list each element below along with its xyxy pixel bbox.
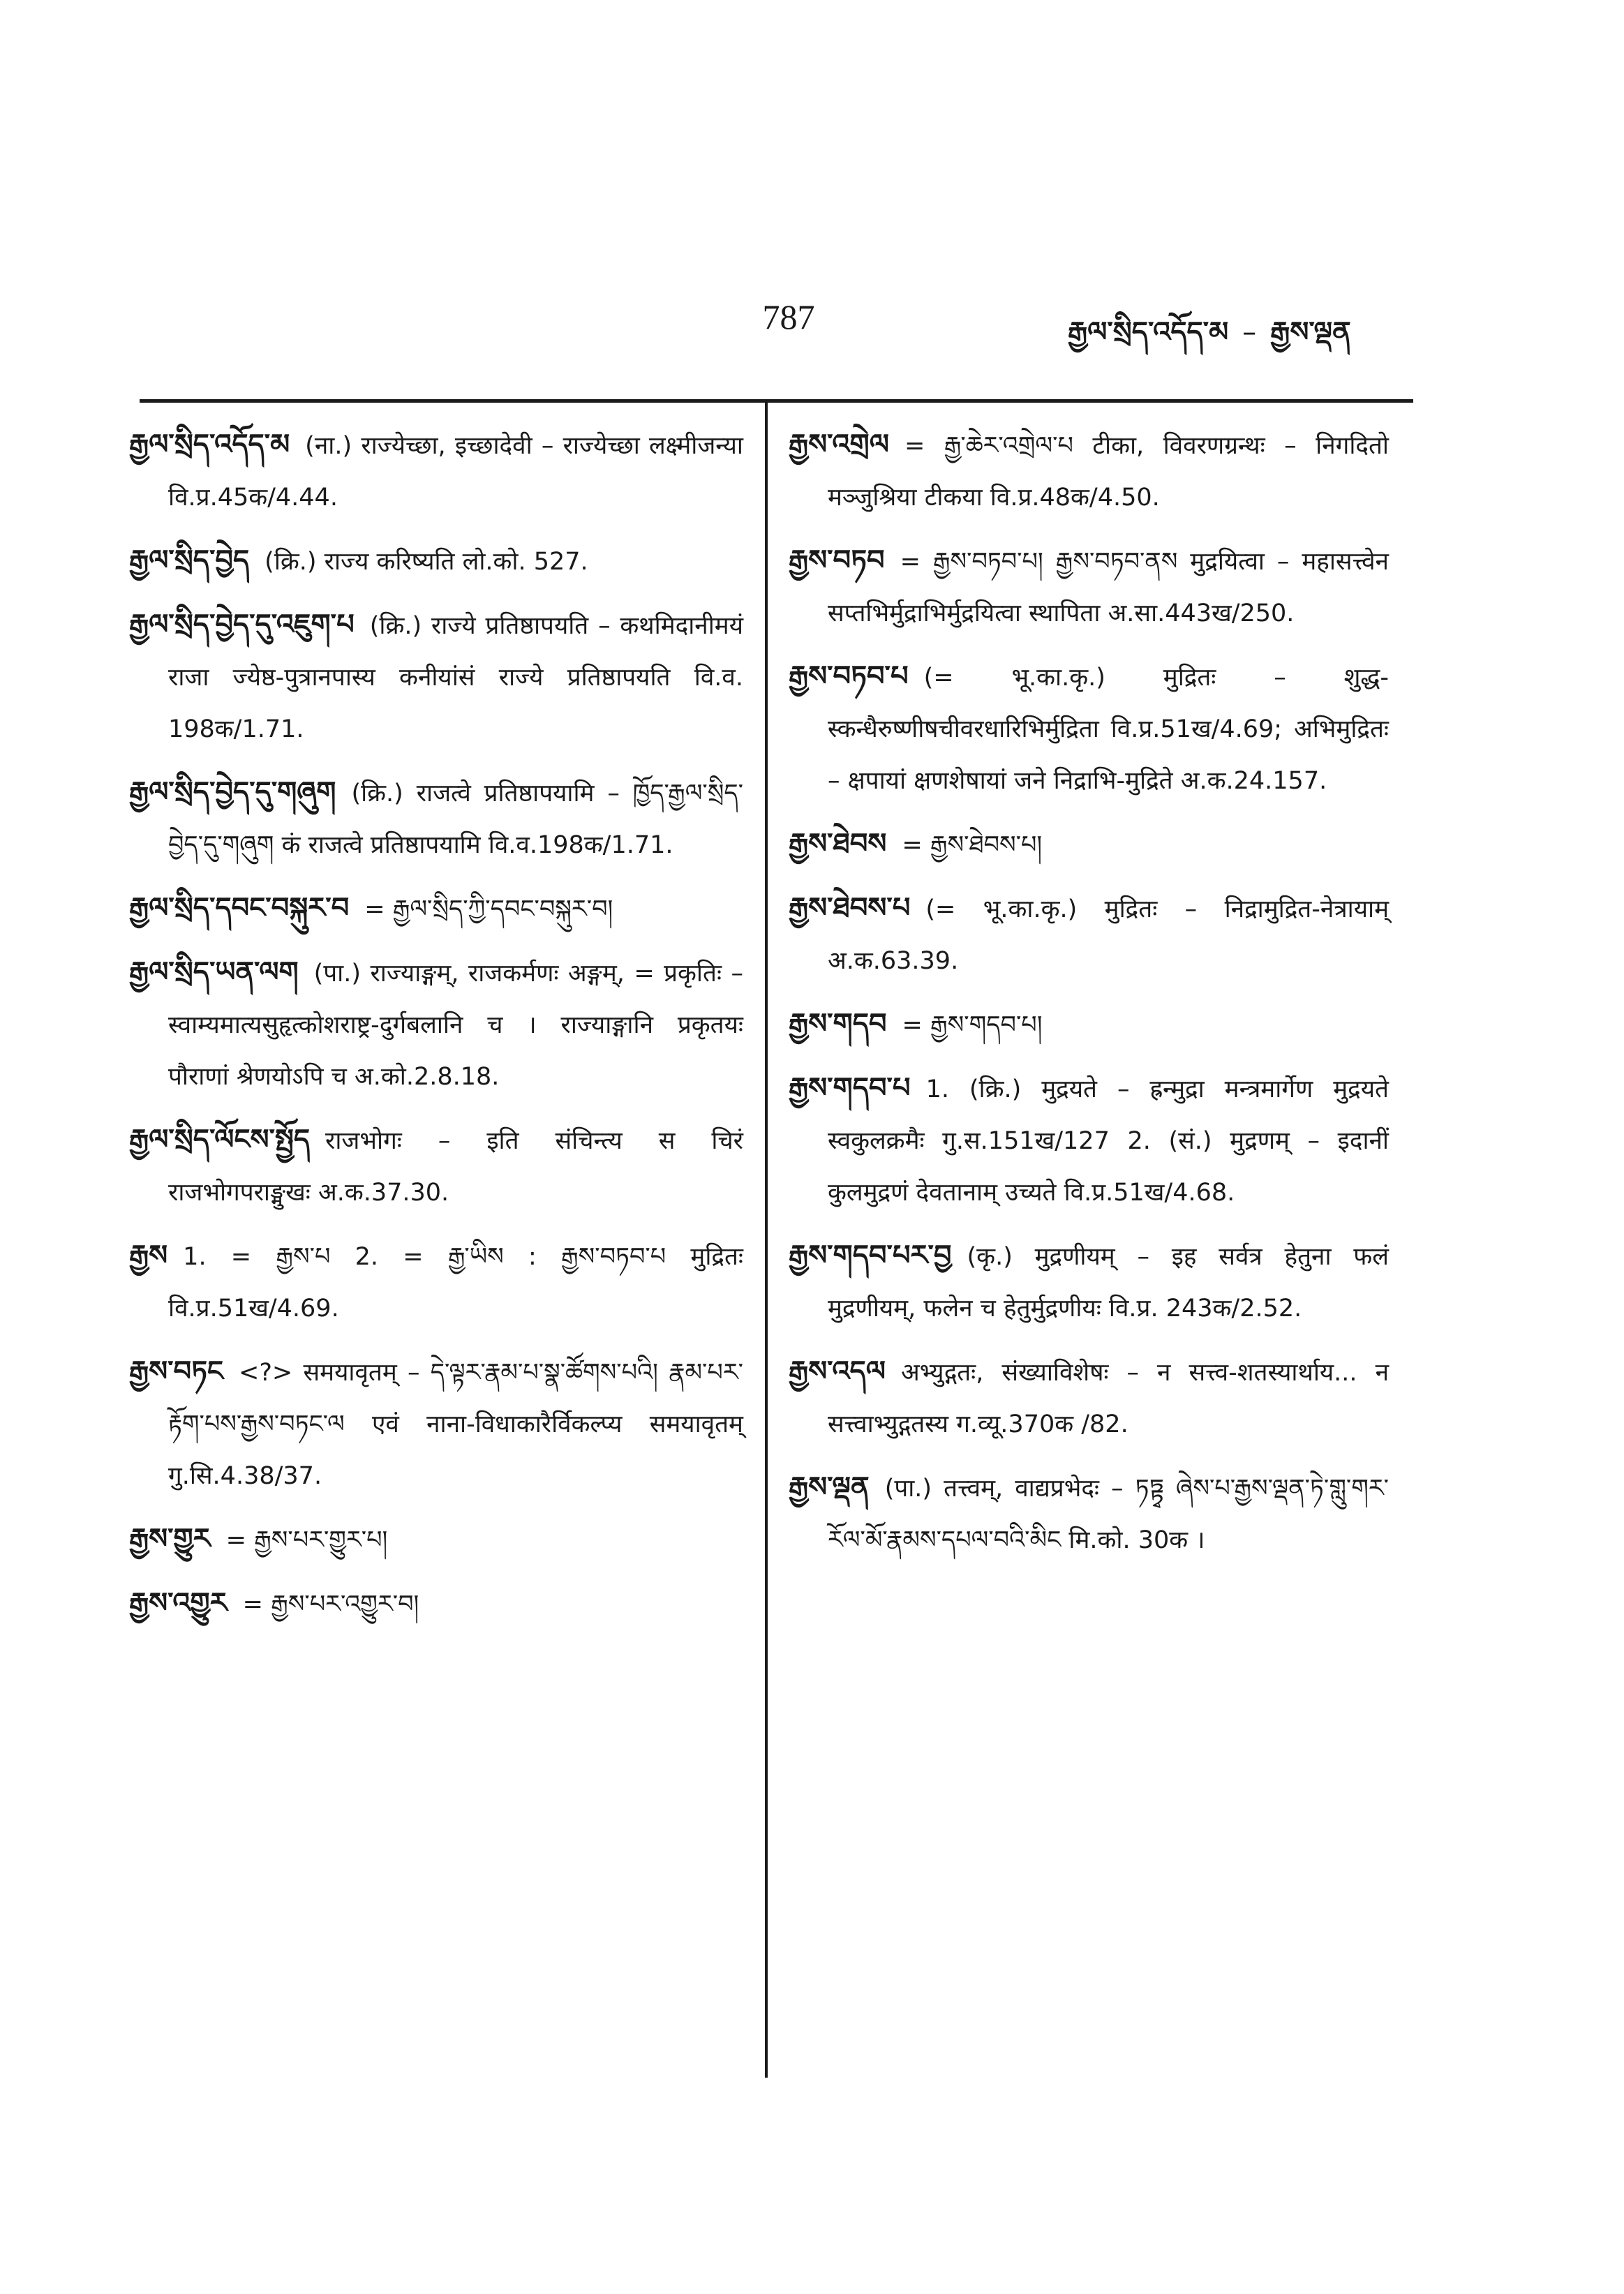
entry-body: 1. (क्रि.) मुद्रयते – ह्रन्मुद्रा मन्त्रमार्गेण मुद्रयते स्वकुलक्रमैः गु.स.151ख/127 2. (सं.) मुद्रणम् – इदानीं कुलमुद्रणं देवतानाम् उच्यते वि.प्र.51ख/4.68. — [828, 1075, 1389, 1207]
entry-headword: རྒྱས་འགྱུར — [129, 1587, 228, 1619]
entry-body: (कृ.) मुद्रणीयम् – इह सर्वत्र हेतुना फलं मुद्रणीयम्, फलेन च हेतुर्मुद्रणीयः वि.प्र. 243क/2.52. — [828, 1243, 1389, 1323]
dictionary-entry — [129, 882, 743, 935]
dictionary-entry — [129, 1230, 743, 1334]
entry-headword: རྒྱས་འདལ — [789, 1355, 886, 1387]
dictionary-entry — [129, 1577, 743, 1630]
dictionary-entry — [129, 535, 743, 588]
running-head-dash: – — [1242, 316, 1257, 348]
dictionary-entry — [129, 1114, 743, 1219]
header-rule — [140, 399, 1413, 403]
entry-headword: རྒྱལ་སྲིད་བྱེད — [129, 544, 250, 576]
dictionary-entry — [129, 1513, 743, 1566]
entry-headword: རྒྱས — [129, 1239, 168, 1272]
entry-body: (= भू.का.कृ.) मुद्रितः – निद्रामुद्रित-नेत्रायाम् अ.क.63.39. — [828, 895, 1389, 975]
running-head-end: རྒྱས་ལྡན — [1270, 316, 1351, 348]
dictionary-entry — [789, 535, 1389, 639]
entry-body: = རྒྱ་ཆེར་འགྲེལ་པ टीका, विवरणग्रन्थः – निगदितो मञ्जुश्रिया टीकया वि.प्र.48क/4.50. — [828, 432, 1389, 512]
entry-headword: རྒྱས་ཐེབས — [789, 828, 887, 860]
entry-body: (पा.) तत्त्वम्, वाद्यप्रभेदः – ཏཏྟྭ ཞེས་པ་རྒྱས་ལྡན་ཏེ་གླུ་གར་རོལ་མོ་རྣམས་དཔལ་བའི་མིང मि.को. 30क । — [828, 1475, 1389, 1554]
entry-body: 1. = རྒྱས་པ 2. = རྒྱ་ཡིས : རྒྱས་བཏབ་པ मुद्रितः वि.प्र.51ख/4.69. — [168, 1243, 743, 1323]
dictionary-entry — [789, 1346, 1389, 1450]
running-head — [1068, 300, 1487, 379]
entry-body: = རྒྱས་ཐེབས་པ། — [902, 831, 1043, 859]
dictionary-entry — [129, 419, 743, 523]
right-column — [789, 419, 1389, 1577]
entry-body: = རྒྱལ་སྲིད་ཀྱི་དབང་བསྐུར་བ། — [364, 895, 613, 923]
entry-headword: རྒྱས་གདབ་པ — [789, 1072, 911, 1104]
entry-body: = རྒྱས་པར་འགྱུར་བ། — [242, 1591, 419, 1618]
entry-body: (क्रि.) राजत्वे प्रतिष्ठापयामि – ཁྱོད་རྒྱལ་སྲིད་བྱེད་དུ་གཞུག कं राजत्वे प्रतिष्ठापयामि वि.व.198क/1.71. — [168, 780, 743, 859]
entry-body: (ना.) राज्येच्छा, इच्छादेवी – राज्येच्छा लक्ष्मीजन्या वि.प्र.45क/4.44. — [168, 432, 743, 512]
entry-headword: རྒྱས་བཏབ — [789, 544, 885, 576]
dictionary-entry — [789, 650, 1389, 807]
entry-headword: རྒྱས་བཏབ་པ — [789, 660, 909, 692]
entry-headword: རྒྱལ་སྲིད་བྱེད་དུ་འཇུག་པ — [129, 609, 355, 641]
dictionary-entry — [789, 998, 1389, 1051]
entry-headword: རྒྱས་གྱུར — [129, 1523, 211, 1555]
entry-body: (क्रि.) राज्य करिष्यति लो.को. 527. — [265, 548, 588, 576]
dictionary-entry — [789, 818, 1389, 871]
entry-headword: རྒྱལ་སྲིད་དབང་བསྐུར་བ — [129, 892, 350, 924]
entry-headword: རྒྱས་ཐེབས་པ — [789, 892, 911, 924]
entry-body: राजभोगः – इति संचिन्त्य स चिरं राजभोगपराङ्मुखः अ.क.37.30. — [168, 1127, 743, 1207]
entry-headword: རྒྱས་བཏང — [129, 1355, 223, 1387]
entry-headword: རྒྱལ་སྲིད་ལོངས་སྤྱོད — [129, 1124, 311, 1156]
dictionary-entry — [789, 1062, 1389, 1219]
entry-headword: རྒྱལ་སྲིད་འདོད་མ — [129, 429, 290, 461]
dictionary-entry — [129, 1346, 743, 1502]
column-divider — [765, 403, 768, 2078]
left-column — [129, 419, 743, 1641]
entry-body: (पा.) राज्याङ्गम्, राजकर्मणः अङ्गम्, = प्रकृतिः – स्वाम्यमात्यसुहृत्कोशराष्ट्र-दुर्गबलानि च । राज्याङ्गानि प्रकृतयः पौराणां श्रेणयोऽपि च अ.को.2.8.18. — [168, 960, 743, 1091]
entry-headword: རྒྱལ་སྲིད་བྱེད་དུ་གཞུག — [129, 776, 336, 808]
dictionary-entry — [129, 599, 743, 755]
entry-headword: རྒྱས་གདབ་པར་བྱ — [789, 1239, 952, 1272]
entry-headword: རྒྱས་ལྡན — [789, 1471, 870, 1503]
entry-body: <?> समयावृतम् – དེ་ལྟར་རྣམ་པ་སྣ་ཚོགས་པའི། རྣམ་པར་རྟོག་པས་རྒྱས་བཏང་ལ एवं नाना-विधाकारैर्विकल्प्य समयावृतम् गु.सि.4.38/37. — [168, 1359, 743, 1490]
entry-body: = རྒྱས་པར་གྱུར་པ། — [225, 1526, 388, 1554]
entry-headword: རྒྱས་འགྲེལ — [789, 429, 889, 461]
entry-body: अभ्युद्गतः, संख्याविशेषः – न सत्त्व-शतस्यार्थाय... न सत्त्वाभ्युद्गतस्य ग.व्यू.370क /82. — [828, 1359, 1389, 1438]
entry-body: = རྒྱས་གདབ་པ། — [902, 1011, 1043, 1039]
dictionary-entry — [129, 766, 743, 871]
entry-headword: རྒྱལ་སྲིད་ཡན་ལག — [129, 956, 299, 988]
entry-headword: རྒྱས་གདབ — [789, 1008, 887, 1040]
entry-body: = རྒྱས་བཏབ་པ། རྒྱས་བཏབ་ནས मुद्रयित्वा – महासत्त्वेन सप्तभिर्मुद्राभिर्मुद्रयित्वा स्थापिता अ.सा.443ख/250. — [828, 548, 1389, 627]
dictionary-entry — [789, 1461, 1389, 1566]
running-head-start: རྒྱལ་སྲིད་འདོད་མ — [1068, 316, 1229, 348]
entry-body: (क्रि.) राज्ये प्रतिष्ठापयति – कथमिदानीमयं राजा ज्येष्ठ-पुत्रानपास्य कनीयांसं राज्ये प्रतिष्ठापयति वि.व. 198क/1.71. — [168, 612, 743, 743]
dictionary-entry — [129, 946, 743, 1103]
entry-body: (= भू.का.कृ.) मुद्रितः – शुद्ध-स्कन्धैरुष्णीषचीवरधारिभिर्मुद्रिता वि.प्र.51ख/4.69; अभिमुद्रितः – क्षपायां क्षणशेषायां जने निद्राभि-मुद्रिते अ.क.24.157. — [828, 664, 1389, 795]
page-number: 787 — [762, 297, 815, 336]
dictionary-entry — [789, 1230, 1389, 1334]
dictionary-entry — [789, 882, 1389, 987]
dictionary-entry — [789, 419, 1389, 523]
